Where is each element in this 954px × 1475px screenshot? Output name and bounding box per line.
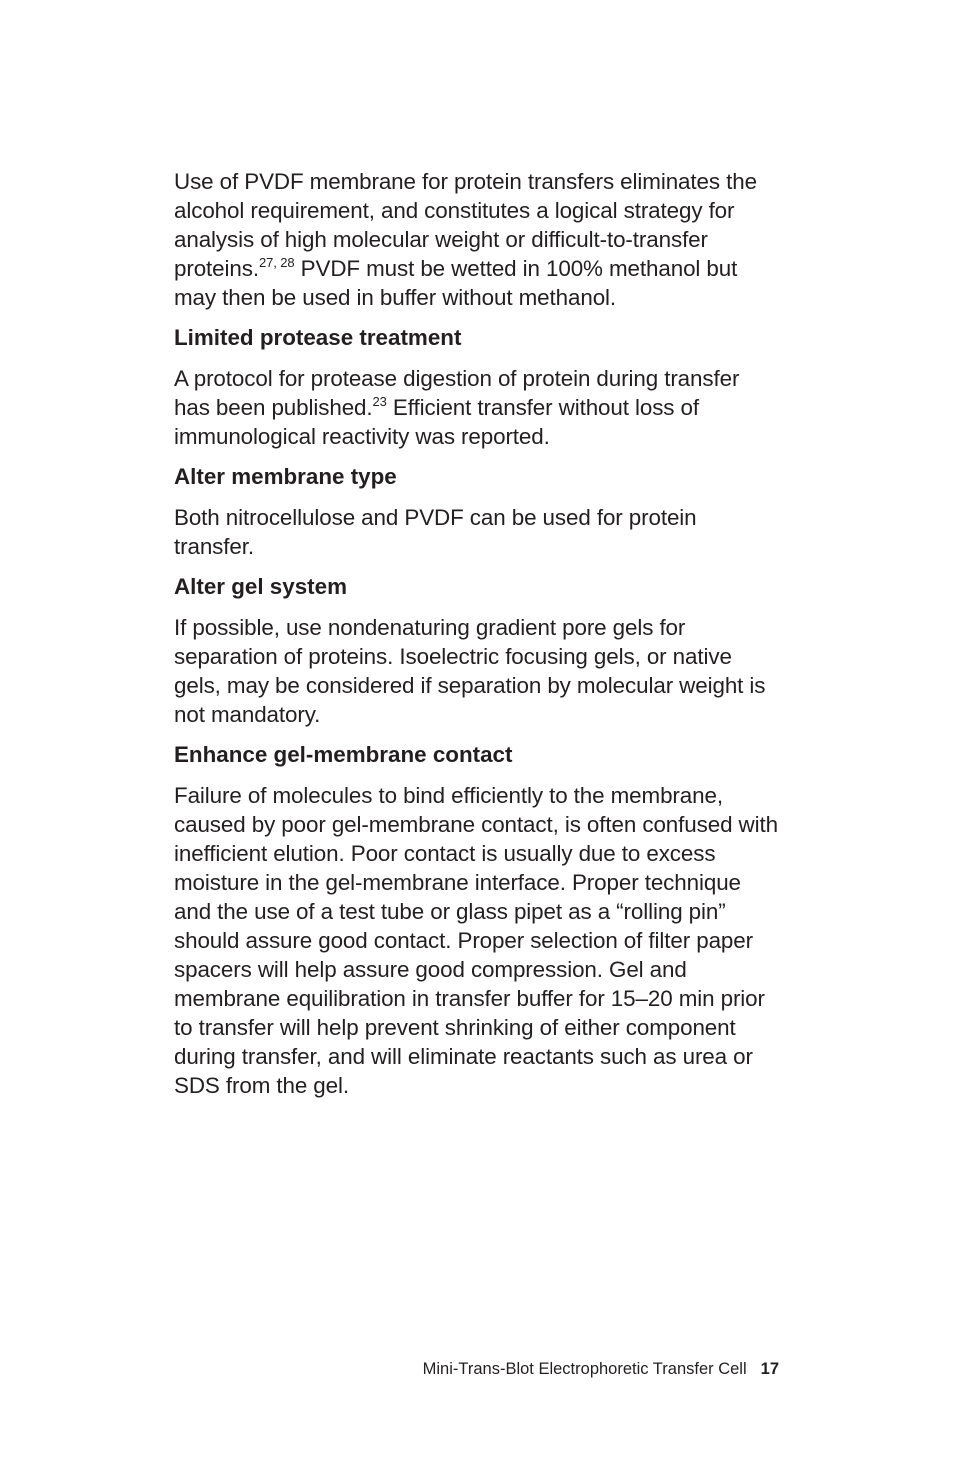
- protease-paragraph-text-1: A protocol for protease digestion of protein during transfer has been published.: [174, 366, 740, 420]
- pvdf-reference: 27, 28: [258, 254, 295, 270]
- gel-system-paragraph: If possible, use nondenaturing gradient pore gels for separation of proteins. Isoelectric focusing gels, or native gels, may be considered if separation by molecular weight is not mandatory.: [174, 615, 766, 727]
- protease-paragraph: [174, 364, 780, 451]
- contact-heading: Enhance gel-membrane contact: [174, 742, 513, 767]
- membrane-type-heading: Alter membrane type: [174, 464, 397, 489]
- pvdf-paragraph-text-1: Use of PVDF membrane for protein transfers eliminates the alcohol requirement, and constitutes a logical strategy for analysis of high molecular weight or difficult-to-transfer proteins.: [174, 169, 757, 281]
- contact-paragraph: Failure of molecules to bind efficiently to the membrane, caused by poor gel-membrane contact, is often confused with inefficient elution. Poor contact is usually due to excess moisture in the gel-membrane interface. Proper technique and the use of a test tube or glass pipet as a “rolling pin” should assure good contact. Proper selection of filter paper spacers will help assure good compression. Gel and membrane equilibration in transfer buffer for 15–20 min prior to transfer will help prevent shrinking of either component during transfer, and will eliminate reactants such as urea or SDS from the gel.: [174, 783, 778, 1098]
- page-number: 17: [760, 1360, 779, 1378]
- gel-system-heading: Alter gel system: [174, 574, 347, 599]
- protease-paragraph-text-2: Efficient transfer without loss of immunological reactivity was reported.: [174, 395, 700, 449]
- membrane-type-paragraph: Both nitrocellulose and PVDF can be used for protein transfer.: [174, 505, 697, 559]
- pvdf-paragraph-text-2: PVDF must be wetted in 100% methanol but may then be used in buffer without methanol.: [174, 256, 738, 310]
- page-content: [174, 167, 780, 1100]
- footer-title: Mini-Trans-Blot Electrophoretic Transfer Cell: [422, 1360, 747, 1378]
- pvdf-paragraph: [174, 167, 780, 312]
- page-footer: [423, 1358, 779, 1380]
- protease-heading: Limited protease treatment: [174, 325, 462, 350]
- protease-reference: 23: [372, 393, 387, 409]
